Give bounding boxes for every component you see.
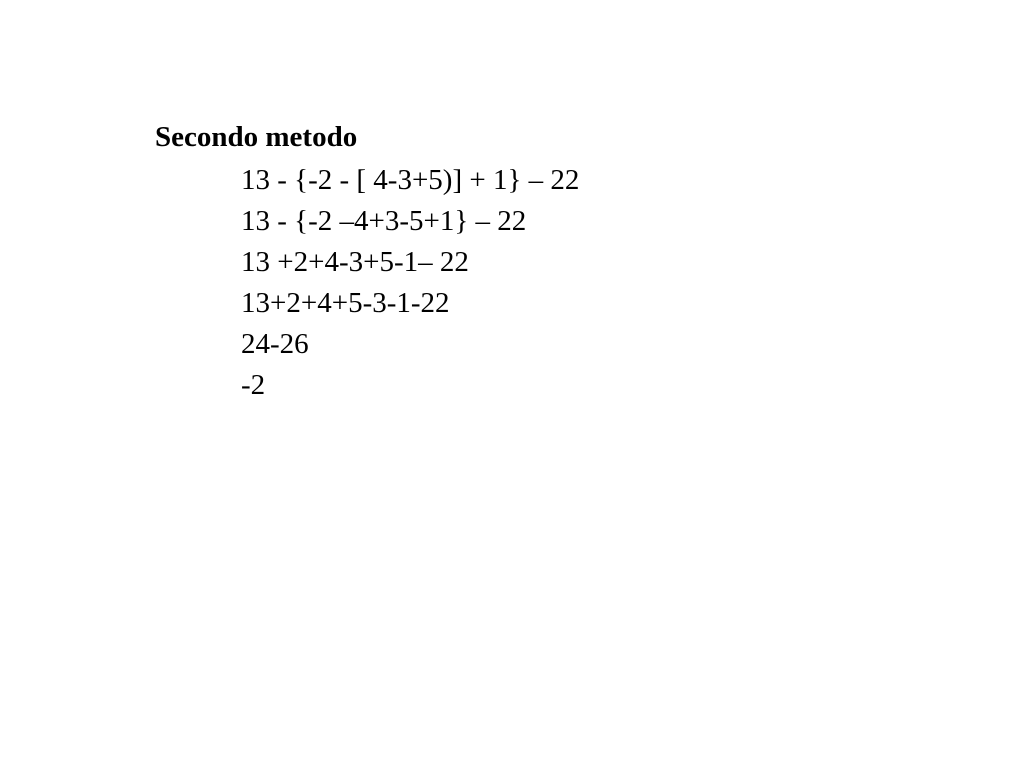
- calculation-step: 13 - {-2 –4+3-5+1} – 22: [241, 205, 527, 237]
- calculation-result: -2: [241, 369, 266, 401]
- calculation-step: 13+2+4+5-3-1-22: [241, 287, 450, 319]
- calculation-step: 13 +2+4-3+5-1– 22: [241, 246, 469, 278]
- calculation-step: 13 - {-2 - [ 4-3+5)] + 1} – 22: [241, 164, 580, 196]
- calculation-steps: [241, 160, 579, 406]
- slide-title: Secondo metodo: [155, 121, 358, 153]
- calculation-step: 24-26: [241, 328, 309, 360]
